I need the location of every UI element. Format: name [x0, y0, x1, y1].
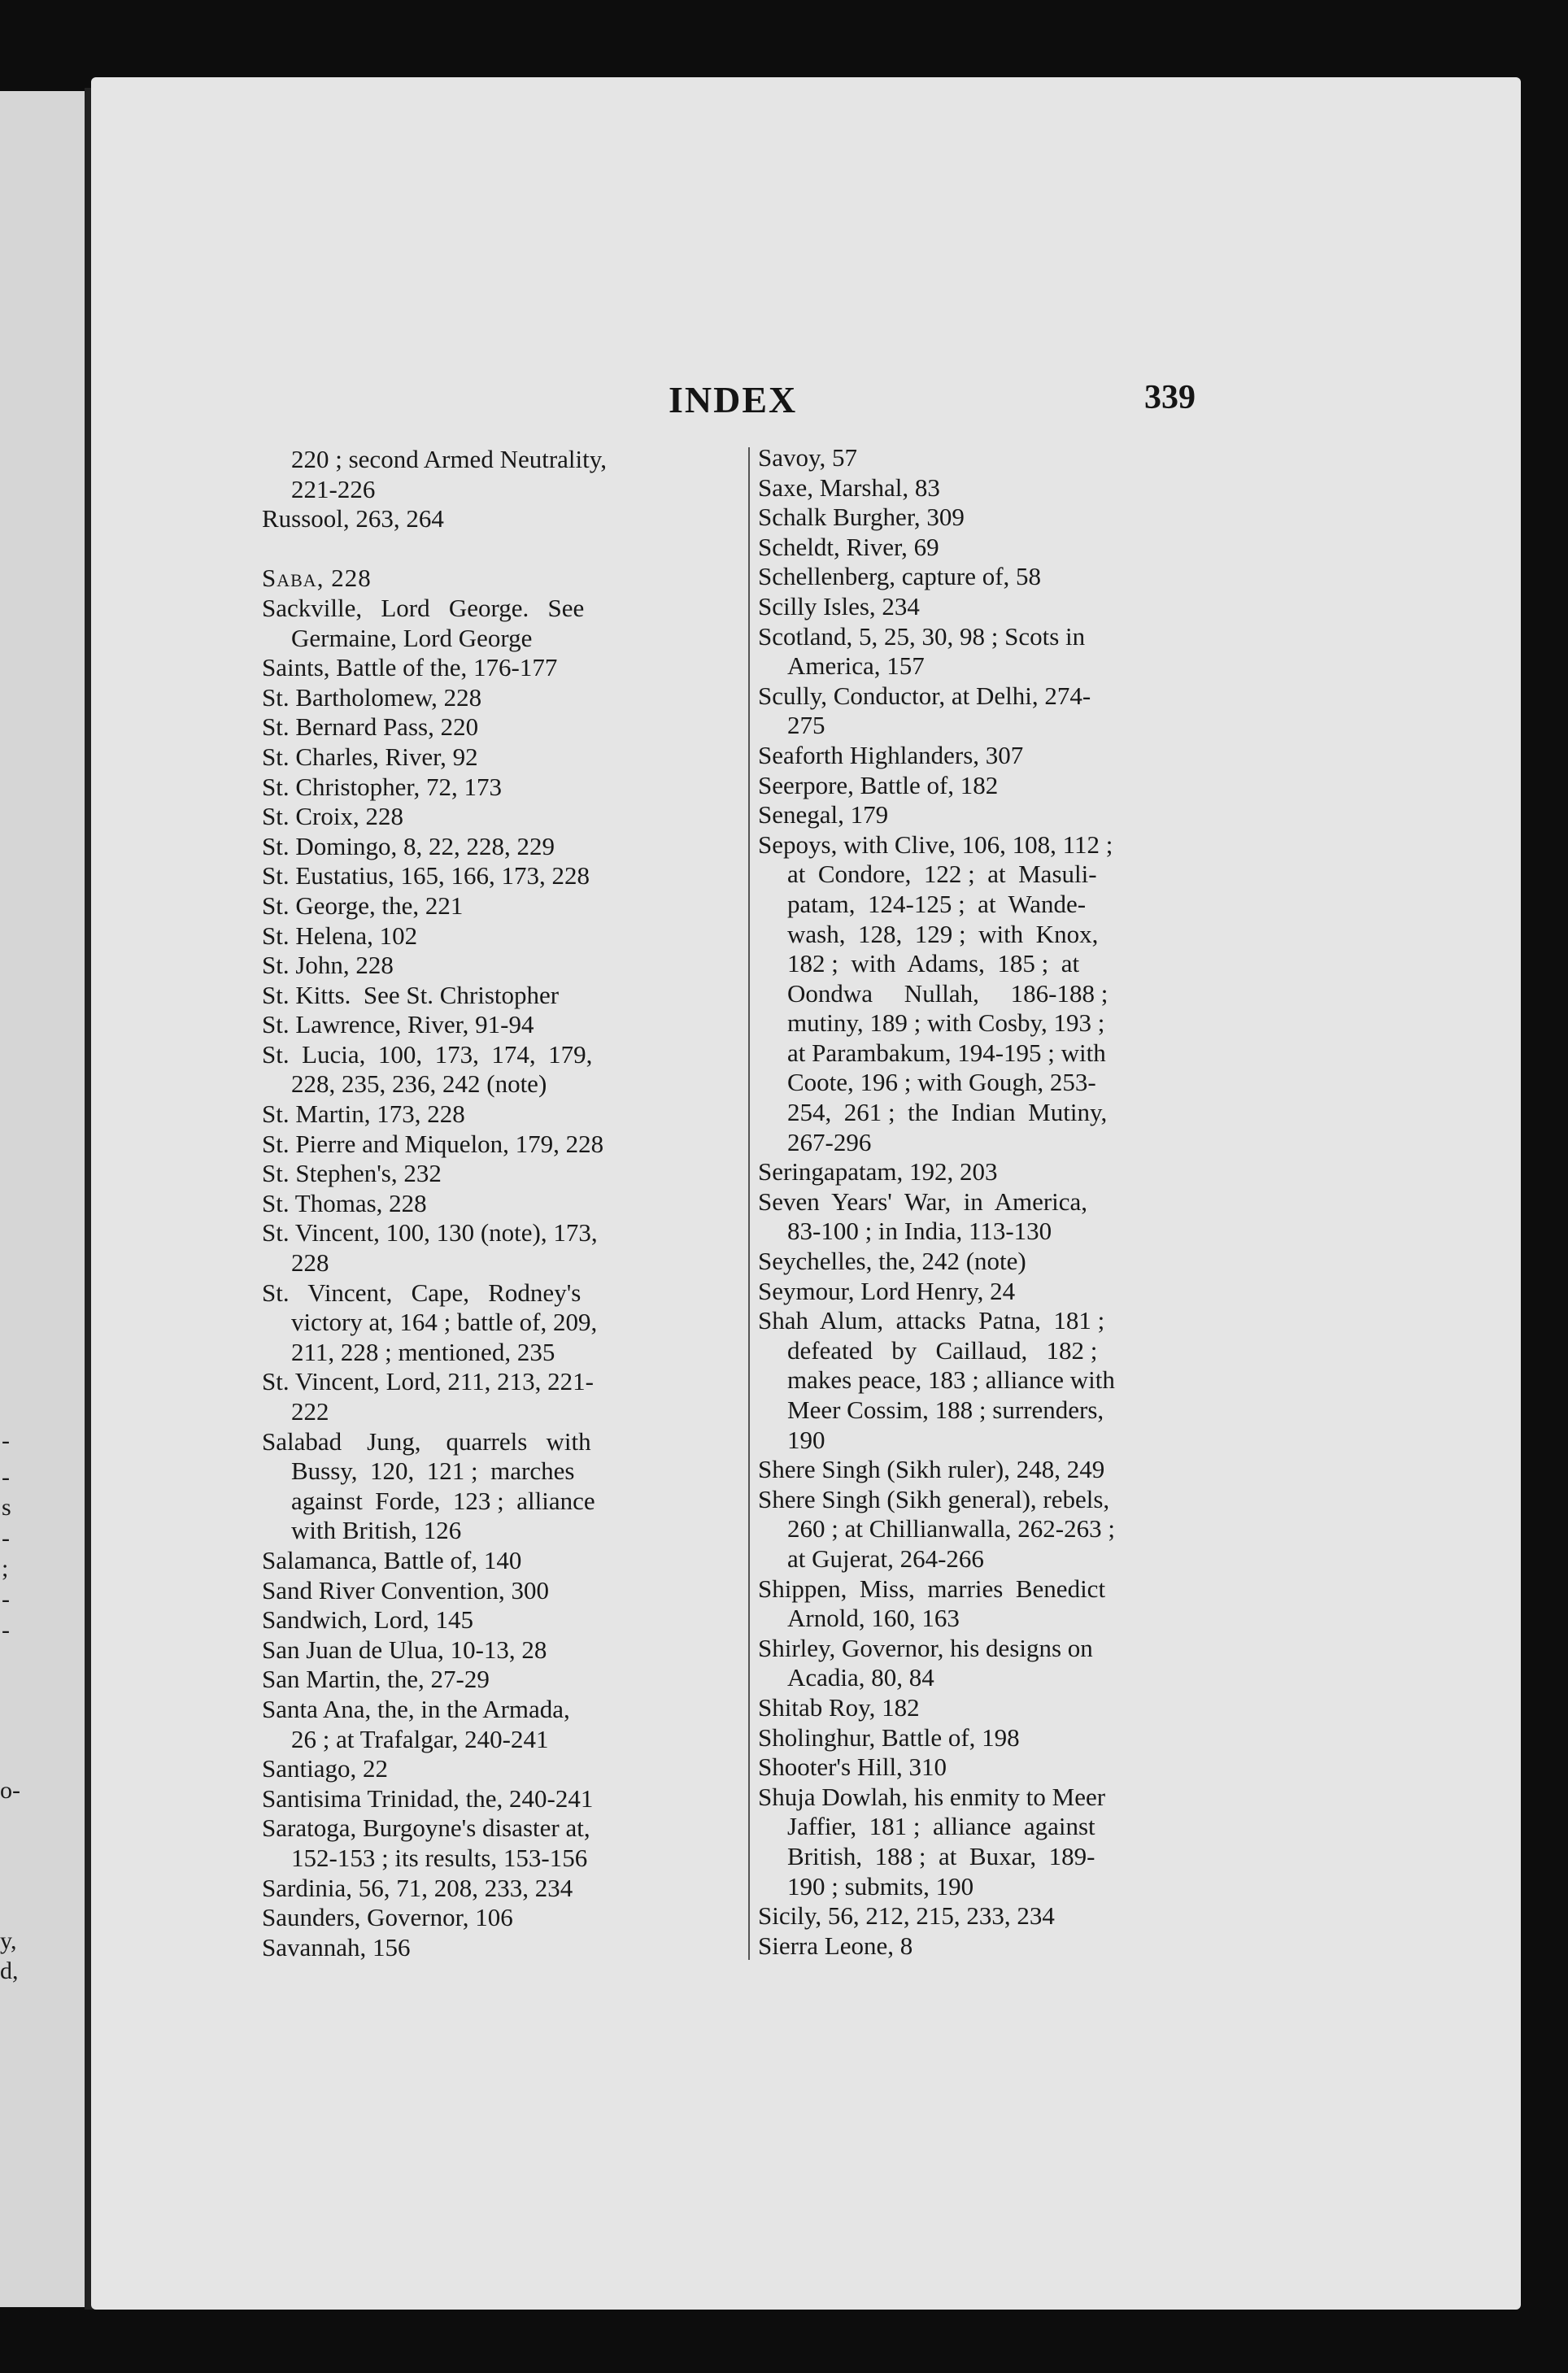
index-entry: with British, 126 — [291, 1516, 462, 1545]
index-entry: 275 — [787, 711, 825, 740]
index-entry: St. Helena, 102 — [262, 921, 418, 950]
index-entry: Santa Ana, the, in the Armada, — [262, 1694, 570, 1723]
index-entry: Shooter's Hill, 310 — [758, 1753, 947, 1782]
previous-page-edge — [0, 91, 85, 2307]
index-entry: San Juan de Ulua, 10-13, 28 — [262, 1635, 547, 1664]
index-entry: Santiago, 22 — [262, 1754, 388, 1783]
index-entry: Bussy, 120, 121 ; marches — [291, 1456, 575, 1486]
index-entry — [262, 534, 823, 564]
index-entry: Seerpore, Battle of, 182 — [758, 770, 999, 799]
index-column-left — [262, 445, 823, 1962]
left-page-fragment: s — [2, 1494, 11, 1521]
index-entry: 222 — [291, 1397, 329, 1426]
index-entry: Shuja Dowlah, his enmity to Meer — [758, 1782, 1106, 1811]
index-entry: Schellenberg, capture of, 58 — [758, 562, 1042, 591]
index-column-right — [758, 443, 1319, 1961]
index-entry: St. Lawrence, River, 91-94 — [262, 1010, 534, 1039]
index-entry: Seringapatam, 192, 203 — [758, 1157, 998, 1186]
index-entry: Arnold, 160, 163 — [787, 1604, 960, 1633]
index-entry: Saints, Battle of the, 176-177 — [262, 653, 558, 682]
index-entry: Germaine, Lord George — [291, 623, 533, 652]
index-entry: Saxe, Marshal, 83 — [758, 472, 940, 502]
index-entry: Shitab Roy, 182 — [758, 1692, 920, 1722]
left-page-fragment: - — [2, 1525, 10, 1552]
index-entry: St. Bartholomew, 228 — [262, 682, 482, 712]
index-entry: Sicily, 56, 212, 215, 233, 234 — [758, 1901, 1055, 1931]
index-entry: wash, 128, 129 ; with Knox, — [787, 919, 1099, 948]
index-entry: 190 — [787, 1425, 825, 1454]
index-entry: Shippen, Miss, marries Benedict — [758, 1574, 1106, 1603]
index-entry: victory at, 164 ; battle of, 209, — [291, 1308, 598, 1337]
index-entry: Salamanca, Battle of, 140 — [262, 1545, 522, 1574]
left-page-fragment: - — [2, 1617, 10, 1644]
index-entry: Shere Singh (Sikh ruler), 248, 249 — [758, 1455, 1105, 1484]
index-entry: at Condore, 122 ; at Masuli- — [787, 860, 1097, 889]
index-entry: St. Lucia, 100, 173, 174, 179, — [262, 1039, 593, 1069]
index-entry: Scheldt, River, 69 — [758, 532, 939, 561]
index-entry: Oondwa Nullah, 186-188 ; — [787, 978, 1108, 1008]
index-entry: Coote, 196 ; with Gough, 253- — [787, 1068, 1096, 1097]
index-entry: 152-153 ; its results, 153-156 — [291, 1843, 588, 1872]
page-header — [91, 378, 1521, 427]
index-entry: Seaforth Highlanders, 307 — [758, 740, 1024, 769]
index-entry: St. Vincent, 100, 130 (note), 173, — [262, 1218, 598, 1247]
index-entry: Meer Cossim, 188 ; surrenders, — [787, 1395, 1104, 1424]
index-entry: Sackville, Lord George. See — [262, 593, 585, 622]
index-page — [91, 77, 1521, 2310]
index-entry: 228 — [291, 1248, 329, 1278]
index-entry: Sardinia, 56, 71, 208, 233, 234 — [262, 1873, 573, 1902]
index-entry: 220 ; second Armed Neutrality, — [291, 445, 607, 473]
index-entry: St. Charles, River, 92 — [262, 742, 478, 771]
index-entry: St. Thomas, 228 — [262, 1188, 427, 1217]
index-entry: St. Vincent, Lord, 211, 213, 221- — [262, 1367, 594, 1396]
index-entry: St. Vincent, Cape, Rodney's — [262, 1278, 581, 1307]
index-entry: St. Christopher, 72, 173 — [262, 772, 502, 801]
index-entry: Scotland, 5, 25, 30, 98 ; Scots in — [758, 621, 1086, 651]
index-entry: San Martin, the, 27-29 — [262, 1665, 490, 1694]
index-entry: St. Martin, 173, 228 — [262, 1099, 465, 1129]
index-entry: 221-226 — [291, 474, 376, 503]
index-entry: Santisima Trinidad, the, 240-241 — [262, 1783, 594, 1813]
index-entry: Saratoga, Burgoyne's disaster at, — [262, 1813, 590, 1843]
index-entry: America, 157 — [787, 651, 925, 681]
index-entry: Sholinghur, Battle of, 198 — [758, 1722, 1020, 1752]
index-entry: Schalk Burgher, 309 — [758, 503, 965, 532]
page-number: 339 — [1144, 379, 1196, 416]
index-entry: St. Domingo, 8, 22, 228, 229 — [262, 831, 555, 860]
index-entry: St. John, 228 — [262, 951, 394, 980]
index-entry: Acadia, 80, 84 — [787, 1663, 934, 1692]
left-page-fragment: ; — [2, 1555, 9, 1582]
index-entry: Sand River Convention, 300 — [262, 1575, 550, 1604]
index-entry: Salabad Jung, quarrels with — [262, 1426, 591, 1456]
index-entry: St. George, the, 221 — [262, 890, 464, 920]
index-entry: 260 ; at Chillianwalla, 262-263 ; — [787, 1514, 1115, 1544]
index-entry: makes peace, 183 ; alliance with — [787, 1365, 1115, 1395]
index-entry: St. Eustatius, 165, 166, 173, 228 — [262, 861, 590, 890]
index-entry: St. Stephen's, 232 — [262, 1159, 442, 1188]
index-entry: Scilly Isles, 234 — [758, 591, 920, 620]
index-entry: against Forde, 123 ; alliance — [291, 1486, 595, 1515]
index-entry: 211, 228 ; mentioned, 235 — [291, 1337, 555, 1366]
index-entry: Seymour, Lord Henry, 24 — [758, 1276, 1016, 1305]
index-entry: Savoy, 57 — [758, 443, 857, 472]
left-page-fragment: - — [2, 1586, 10, 1613]
index-entry: Sierra Leone, 8 — [758, 1931, 913, 1960]
index-entry: 83-100 ; in India, 113-130 — [787, 1217, 1052, 1246]
index-entry: St. Bernard Pass, 220 — [262, 712, 479, 742]
index-entry: 26 ; at Trafalgar, 240-241 — [291, 1724, 549, 1753]
left-page-fragment: o- — [0, 1777, 20, 1804]
index-entry: Sepoys, with Clive, 106, 108, 112 ; — [758, 829, 1113, 859]
index-entry: 228, 235, 236, 242 (note) — [291, 1069, 547, 1099]
index-entry: 190 ; submits, 190 — [787, 1871, 974, 1901]
index-entry: Shah Alum, attacks Patna, 181 ; — [758, 1306, 1105, 1335]
index-entry: Senegal, 179 — [758, 800, 889, 829]
page-title: INDEX — [669, 379, 798, 420]
index-entry: Jaffier, 181 ; alliance against — [787, 1812, 1095, 1841]
index-entry: Saunders, Governor, 106 — [262, 1903, 513, 1932]
index-entry: at Parambakum, 194-195 ; with — [787, 1038, 1106, 1067]
index-entry: 254, 261 ; the Indian Mutiny, — [787, 1098, 1108, 1127]
index-entry: Shirley, Governor, his designs on — [758, 1633, 1093, 1662]
index-entry: defeated by Caillaud, 182 ; — [787, 1335, 1098, 1365]
left-page-fragment: d, — [0, 1957, 19, 1984]
index-entry: Sandwich, Lord, 145 — [262, 1605, 474, 1635]
index-entry: Shere Singh (Sikh general), rebels, — [758, 1484, 1110, 1513]
index-entry: Seychelles, the, 242 (note) — [758, 1247, 1026, 1276]
index-entry: Savannah, 156 — [262, 1932, 411, 1962]
left-page-fragment: y, — [0, 1927, 17, 1954]
index-entry: patam, 124-125 ; at Wande- — [787, 889, 1087, 918]
index-entry: Russool, 263, 264 — [262, 504, 444, 533]
index-entry: mutiny, 189 ; with Cosby, 193 ; — [787, 1008, 1105, 1038]
left-page-fragment: - — [2, 1427, 10, 1454]
index-entry: St. Croix, 228 — [262, 802, 403, 831]
index-entry: Saba, 228 — [262, 564, 372, 593]
index-entry: at Gujerat, 264-266 — [787, 1544, 984, 1573]
index-entry: 182 ; with Adams, 185 ; at — [787, 949, 1080, 978]
index-entry: Scully, Conductor, at Delhi, 274- — [758, 681, 1091, 710]
index-entry: 267-296 — [787, 1127, 872, 1156]
column-divider — [748, 447, 750, 1960]
index-entry: St. Pierre and Miquelon, 179, 228 — [262, 1129, 604, 1158]
left-page-fragment: - — [2, 1464, 10, 1491]
index-entry: St. Kitts. See St. Christopher — [262, 980, 560, 1009]
index-entry: Seven Years' War, in America, — [758, 1186, 1088, 1216]
index-entry: British, 188 ; at Buxar, 189- — [787, 1841, 1095, 1870]
